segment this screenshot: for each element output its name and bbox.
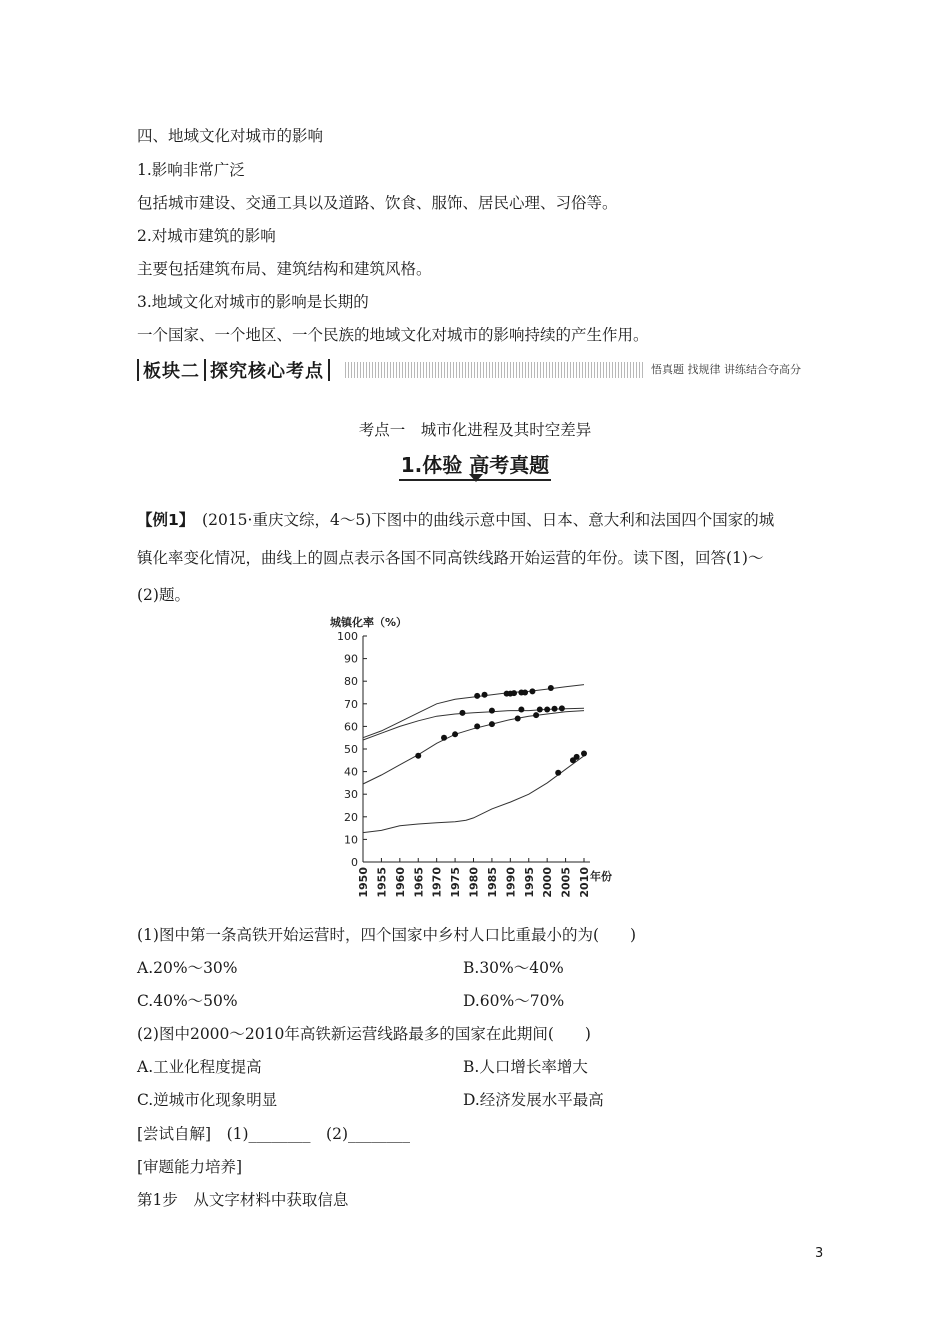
triangle-down-icon — [469, 474, 483, 482]
point-1-text: 包括城市建设、交通工具以及道路、饮食、服饰、居民心理、习俗等。 — [137, 194, 618, 212]
x-tick-label: 1985 — [485, 867, 499, 898]
example-line-1 — [137, 510, 774, 530]
y-tick-label: 40 — [344, 765, 358, 779]
y-tick-label: 30 — [344, 788, 358, 802]
example-label: 【例1】 — [137, 511, 187, 529]
section-banner — [133, 356, 807, 386]
rail-start-point — [489, 708, 495, 714]
x-tick-label: 1970 — [430, 867, 444, 898]
question-1: (1)图中第一条高铁开始运营时，四个国家中乡村人口比重最小的为( ) — [137, 926, 637, 944]
x-tick-label: 2005 — [559, 867, 573, 898]
rail-start-point — [459, 710, 465, 716]
rail-start-point — [482, 692, 488, 698]
x-tick-label: 1950 — [357, 867, 370, 898]
training-heading: [审题能力培养] — [137, 1158, 243, 1176]
rail-start-point — [489, 721, 495, 727]
exam-heading-emph: 高考真题 — [469, 453, 550, 477]
y-tick-label: 10 — [344, 833, 358, 847]
rail-start-point — [529, 688, 535, 694]
try-answer: [尝试自解] (1)________ (2)________ — [137, 1125, 411, 1143]
rail-start-point — [474, 723, 480, 729]
q1-option-c[interactable]: C.40%～50% — [137, 992, 238, 1010]
q1-option-a[interactable]: A.20%～30% — [137, 959, 238, 977]
q2-option-d[interactable]: D.经济发展水平最高 — [463, 1091, 604, 1109]
y-tick-label: 80 — [344, 675, 358, 689]
series-line-1 — [363, 685, 584, 738]
rail-start-point — [474, 693, 480, 699]
rail-start-point — [533, 712, 539, 718]
y-tick-label: 50 — [344, 743, 358, 756]
rail-start-point — [559, 705, 565, 711]
q1-option-b[interactable]: B.30%～40% — [463, 959, 564, 977]
y-tick-label: 0 — [351, 856, 358, 869]
kaodian-heading: 考点一 城市化进程及其时空差异 — [358, 421, 592, 439]
point-1-title: 1.影响非常广泛 — [137, 161, 245, 179]
y-tick-label: 100 — [337, 630, 358, 643]
q2-option-b[interactable]: B.人口增长率增大 — [463, 1058, 588, 1076]
rail-start-point — [544, 706, 550, 712]
rail-start-point — [441, 735, 447, 741]
rail-start-point — [552, 706, 558, 712]
x-tick-label: 1995 — [522, 867, 536, 898]
y-tick-label: 20 — [344, 810, 358, 824]
x-tick-label: 1975 — [449, 867, 463, 898]
rail-start-point — [452, 731, 458, 737]
point-3-text: 一个国家、一个地区、一个民族的地域文化对城市的影响持续的产生作用。 — [137, 326, 649, 344]
banner-title — [133, 358, 334, 382]
point-3-title: 3.地域文化对城市的影响是长期的 — [137, 293, 369, 311]
banner-part-a: 板块二 — [143, 361, 200, 382]
series-line-3 — [363, 711, 584, 784]
y-tick-label: 60 — [344, 720, 358, 734]
y-tick-label: 90 — [344, 652, 358, 666]
x-tick-label: 2010 — [578, 867, 591, 898]
step-1: 第1步 从文字材料中获取信息 — [137, 1191, 349, 1209]
rail-start-point — [555, 770, 561, 776]
q1-option-d[interactable]: D.60%～70% — [463, 992, 565, 1010]
point-2-text: 主要包括建筑布局、建筑结构和建筑风格。 — [137, 260, 432, 278]
example-line-2: 镇化率变化情况，曲线上的圆点表示各国不同高铁线路开始运营的年份。读下图，回答(1)～ — [137, 549, 764, 567]
rail-start-point — [581, 751, 587, 757]
x-tick-label: 1990 — [504, 867, 518, 898]
page-number: 3 — [815, 1246, 824, 1261]
question-2: (2)图中2000～2010年高铁新运营线路最多的国家在此期间( ) — [137, 1025, 591, 1043]
x-axis-label: 年份 — [590, 870, 612, 883]
x-tick-label: 1955 — [375, 867, 389, 898]
example-line-3: (2)题。 — [137, 586, 190, 604]
rail-start-point — [518, 706, 524, 712]
rail-start-point — [415, 753, 421, 759]
rail-start-point — [515, 715, 521, 721]
banner-part-b: 探究核心考点 — [210, 361, 324, 382]
rail-start-point — [574, 754, 580, 760]
q2-option-a[interactable]: A.工业化程度提高 — [137, 1058, 262, 1076]
x-tick-label: 1965 — [412, 867, 426, 898]
exam-heading-num: 1.体验 — [400, 453, 463, 477]
rail-start-point — [511, 690, 517, 696]
rail-start-point — [537, 706, 543, 712]
x-tick-label: 1980 — [467, 867, 481, 898]
example-text-1: (2015·重庆文综，4～5)下图中的曲线示意中国、日本、意大利和法国四个国家的城 — [186, 511, 775, 529]
y-axis-label: 城镇化率（%） — [330, 616, 408, 629]
banner-slogan: 悟真题 找规律 讲练结合夺高分 — [645, 362, 807, 378]
rail-start-point — [548, 685, 554, 691]
x-tick-label: 2000 — [541, 867, 555, 898]
y-tick-label: 70 — [344, 697, 358, 711]
section-title: 四、地域文化对城市的影响 — [137, 127, 324, 145]
x-tick-label: 1960 — [393, 867, 407, 898]
q2-option-c[interactable]: C.逆城市化现象明显 — [137, 1091, 278, 1109]
point-2-title: 2.对城市建筑的影响 — [137, 227, 276, 245]
urbanization-chart — [320, 610, 640, 900]
rail-start-point — [522, 690, 528, 696]
